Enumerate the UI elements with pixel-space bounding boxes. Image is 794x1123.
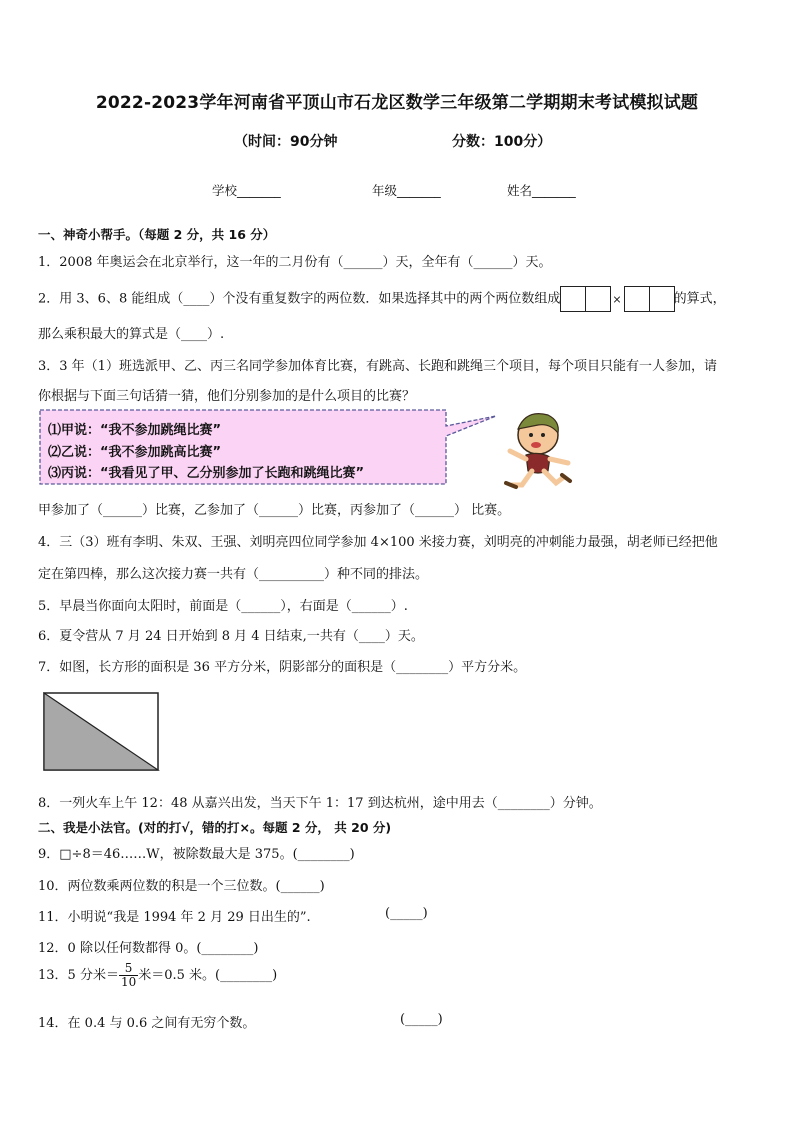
- bubble-line-2: ⑵乙说：“我不参加跳高比赛”: [48, 445, 222, 460]
- fraction-denominator: 10: [120, 975, 137, 990]
- exam-time: （时间：90分钟: [234, 134, 338, 150]
- question-11: 11．小明说“我是 1994 年 2 月 29 日出生的”.: [38, 910, 311, 925]
- question-10: 10．两位数乘两位数的积是一个三位数。(______): [38, 879, 325, 894]
- question-13-suffix: 米＝0.5 米。(________): [138, 968, 278, 984]
- question-2-text: 2．用 3、6、8 能组成（____）个没有重复数字的两位数．如果选择其中的两个两位数组成: [38, 291, 561, 307]
- rectangle-figure: [43, 692, 160, 772]
- fraction-numerator: 5: [119, 962, 138, 976]
- bubble-line-1: ⑴甲说：“我不参加跳绳比赛”: [48, 423, 222, 438]
- section1-heading: 一、神奇小帮手。（每题 2 分，共 16 分）: [38, 227, 276, 242]
- grade-field[interactable]: 年级_______: [372, 183, 441, 198]
- question-8: 8．一列火车上午 12：48 从嘉兴出发，当天下午 1：17 到达杭州，途中用去（________）分钟。: [38, 796, 602, 811]
- question-3-line1: 3．3 年（1）班选派甲、乙、丙三名同学参加体育比赛，有跳高、长跑和跳绳三个项目，每个项目只能有一人参加，请: [38, 359, 717, 374]
- question-6: 6．夏令营从 7 月 24 日开始到 8 月 4 日结束,一共有（____）天。: [38, 629, 424, 644]
- question-7: 7．如图，长方形的面积是 36 平方分米，阴影部分的面积是（________）平方分米。: [38, 660, 527, 675]
- question-14-answer[interactable]: (_____): [400, 1012, 443, 1027]
- times-sign: ×: [612, 292, 622, 306]
- question-9: 9．□÷8＝46……W，被除数最大是 375。(________): [38, 847, 355, 862]
- question-13: [38, 962, 277, 989]
- question-12: 12．0 除以任何数都得 0。(________): [38, 941, 259, 956]
- running-boy-icon: [498, 405, 578, 491]
- question-3-line2: 你根据与下面三句话猜一猜，他们分别参加的是什么项目的比赛？: [38, 389, 416, 404]
- bubble-line-3: ⑶丙说：“我看见了甲、乙分别参加了长跑和跳绳比赛”: [48, 466, 365, 481]
- question-1: 1．2008 年奥运会在北京举行，这一年的二月份有（______）天，全年有（______）天。: [38, 255, 552, 270]
- question-4-line1: 4．三（3）班有李明、朱双、王强、刘明亮四位同学参加 4×100 米接力赛，刘明亮的冲刺能力最强，胡老师已经把他: [38, 535, 718, 550]
- answer-box[interactable]: [624, 286, 650, 312]
- answer-box[interactable]: [585, 286, 611, 312]
- name-field[interactable]: 姓名_______: [507, 183, 576, 198]
- section2-heading: 二、我是小法官。(对的打√，错的打×。每题 2 分， 共 20 分): [38, 820, 392, 835]
- answer-box[interactable]: [649, 286, 675, 312]
- question-2-suffix: 的算式，: [673, 291, 726, 307]
- answer-box[interactable]: [560, 286, 586, 312]
- exam-title: 2022-2023学年河南省平顶山市石龙区数学三年级第二学期期末考试模拟试题: [95, 93, 699, 113]
- school-field[interactable]: 学校_______: [212, 183, 281, 198]
- question-3-answer: 甲参加了（______）比赛，乙参加了（______）比赛，丙参加了（______） 比赛。: [38, 503, 511, 518]
- question-14: 14．在 0.4 与 0.6 之间有无穷个数。: [38, 1016, 256, 1031]
- question-13-prefix: 13．5 分米＝: [38, 968, 119, 984]
- question-5: 5．早晨当你面向太阳时，前面是（______），右面是（______）.: [38, 599, 408, 614]
- question-2-line2: 那么乘积最大的算式是（____）.: [38, 327, 225, 342]
- question-11-answer[interactable]: (_____): [385, 906, 428, 921]
- question-4-line2: 定在第四棒，那么这次接力赛一共有（__________）种不同的排法。: [38, 567, 429, 582]
- question-2-line1: [38, 286, 726, 312]
- exam-score: 分数：100分）: [452, 134, 552, 150]
- fraction: [119, 962, 138, 989]
